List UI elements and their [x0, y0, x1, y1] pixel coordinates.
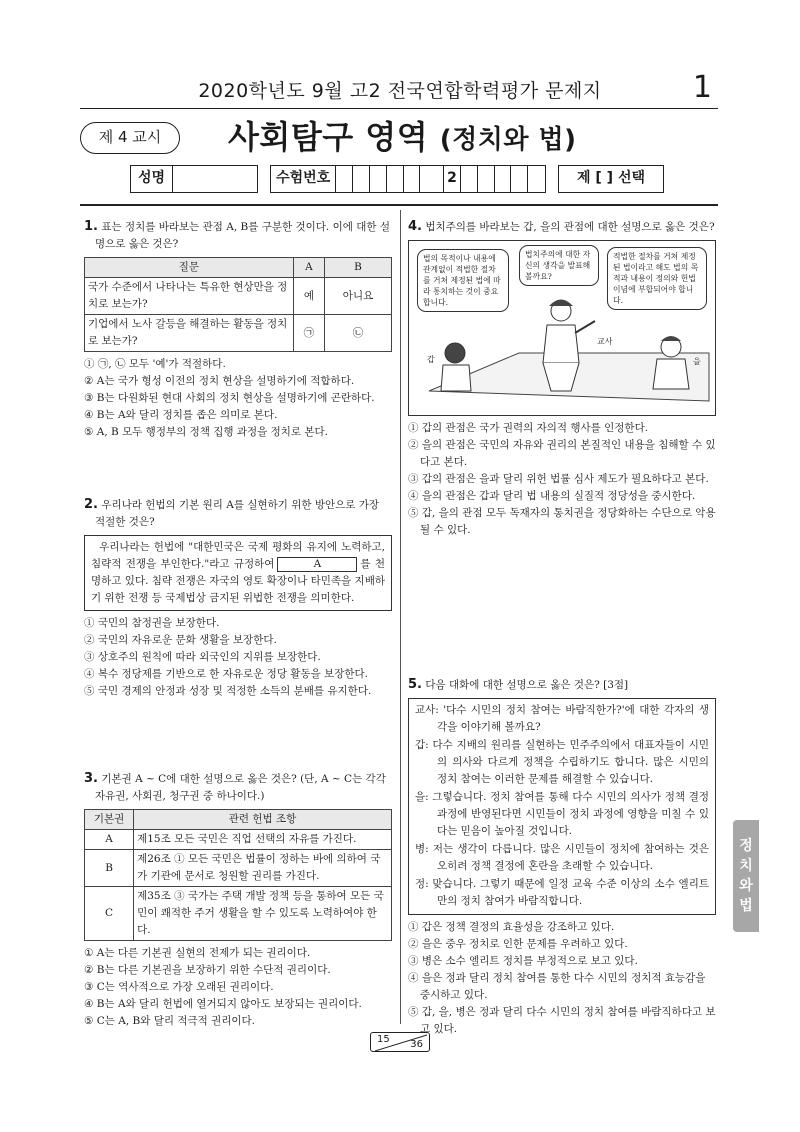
question-text: 기본권 A ~ C에 대한 설명으로 옳은 것은? (단, A ~ C는 각각 자유권, 사회권, 청구권 중 하나이다.) — [95, 773, 386, 802]
section-title-main: 사회탐구 영역 — [228, 118, 429, 156]
table-cell: A — [85, 830, 134, 850]
exam-number-digit-box: 2 — [444, 166, 461, 192]
answer-choice[interactable]: ① 국민의 참정권을 보장한다. — [84, 617, 220, 629]
passage-text: 우리나라는 헌법에 "대한민국은 국제 평화의 유지에 노력하고, 침략적 전쟁을 부인한다."라고 규정하여 — [91, 541, 385, 570]
answer-choices — [84, 615, 392, 700]
answer-choice[interactable]: ④ B는 A와 달리 정치를 좁은 의미로 본다. — [84, 409, 278, 421]
table-cell: 기업에서 노사 갈등을 해결하는 활동을 정치로 보는가? — [85, 315, 294, 352]
exam-number-digit-box[interactable] — [404, 166, 421, 192]
question-stem — [84, 770, 392, 805]
question-number: 2. — [84, 497, 98, 512]
answer-choice[interactable]: ⑤ 국민 경제의 안정과 성장 및 적정한 소득의 분배를 유지한다. — [84, 685, 372, 697]
question-number: 4. — [408, 219, 422, 234]
question-stem — [84, 218, 392, 253]
exam-number-digit-box[interactable] — [336, 166, 353, 192]
table-row — [85, 315, 392, 352]
table-cell: 아니요 — [325, 278, 392, 315]
answer-choice[interactable]: ⑤ A, B 모두 행정부의 정책 집행 과정을 정치로 본다. — [84, 426, 328, 438]
dialogue-text: 그렇습니다. 정치 참여를 통해 다수 시민의 의사가 정책 결정 과정에 반영된다면 시민들이 정치 과정에 영향을 미칠 수 있다는 믿음이 높아질 것입니다. — [432, 791, 709, 837]
subject-side-tab — [733, 820, 759, 932]
dialogue-speaker: 을: — [415, 791, 429, 803]
dialogue-speaker: 병: — [415, 843, 429, 855]
table-row — [85, 830, 392, 850]
question-stem — [408, 676, 716, 694]
question-number: 1. — [84, 219, 98, 234]
page-number: 1 — [692, 70, 712, 105]
q5-dialogue-box — [408, 698, 716, 915]
question-text: 표는 정치를 바라보는 관점 A, B를 구분한 것이다. 이에 대한 설명으로 옳은 것은? — [95, 221, 390, 250]
dialogue-line — [415, 876, 709, 910]
answer-choice[interactable]: ② A는 국가 형성 이전의 정치 현상을 설명하기에 적합하다. — [84, 375, 355, 387]
answer-choice[interactable]: ③ 상호주의 원칙에 따라 외국인의 지위를 보장한다. — [84, 651, 321, 663]
exam-title: 2020학년도 9월 고2 전국연합학력평가 문제지 — [198, 80, 602, 102]
side-tab-label: 정 치 와 법 — [739, 838, 753, 914]
speech-bubble-gap: 법의 목적이나 내용에 관계없이 적법한 절차를 거쳐 제정된 법에 따라 통치하는 것이 중요합니다. — [417, 249, 509, 312]
page-current: 15 — [377, 1034, 390, 1045]
name-field[interactable] — [130, 165, 258, 193]
answer-choice[interactable]: ② B는 다른 기본권을 보장하기 위한 수단적 권리이다. — [84, 964, 331, 976]
table-row — [85, 887, 392, 941]
table-header: 관련 헌법 조항 — [134, 810, 392, 830]
speech-bubble-teacher: 법치주의에 대한 자신의 생각을 발표해 볼까요? — [519, 245, 599, 286]
table-cell: ㉠ — [293, 315, 324, 352]
q3-table — [84, 809, 392, 941]
exam-number-field[interactable] — [270, 165, 546, 193]
answer-choice[interactable]: ① 갑은 정책 결정의 효율성을 강조하고 있다. — [408, 921, 615, 933]
name-input-box[interactable] — [173, 166, 257, 192]
answer-choice[interactable]: ③ B는 다원화된 현대 사회의 정치 현상을 설명하기에 곤란하다. — [84, 392, 375, 404]
question-4 — [408, 218, 716, 539]
answer-choice[interactable]: ① 갑의 관점은 국가 권력의 자의적 행사를 인정한다. — [408, 422, 649, 434]
period-badge: 제 4 교시 — [80, 122, 180, 154]
answer-choice[interactable]: ① ㉠, ㉡ 모두 '예'가 적절하다. — [84, 358, 226, 370]
section-title — [228, 112, 577, 158]
table-row — [85, 278, 392, 315]
answer-choice[interactable]: ⑤ 갑, 을의 관점 모두 독재자의 통치권을 정당화하는 수단으로 악용될 수 있다. — [408, 507, 716, 536]
section-subtitle: (정치와 법) — [439, 125, 577, 155]
title-rule — [80, 108, 718, 109]
answer-choice[interactable]: ③ C는 역사적으로 가장 오래된 권리이다. — [84, 981, 274, 993]
dialogue-text: '다수 시민의 정치 참여는 바람직한가?'에 대한 각자의 생각을 이야기해 볼까요? — [437, 704, 709, 733]
question-number: 3. — [84, 771, 98, 786]
name-label: 성명 — [131, 166, 173, 192]
table-cell: B — [85, 850, 134, 887]
answer-choice[interactable]: ④ 을은 정과 달리 정치 참여를 통한 다수 시민의 정치적 효능감을 중시하고 있다. — [408, 972, 706, 1001]
answer-choice[interactable]: ③ 병은 소수 엘리트 정치를 부정적으로 보고 있다. — [408, 955, 638, 967]
answer-choice[interactable]: ④ 복수 정당제를 기반으로 한 자유로운 정당 활동을 보장한다. — [84, 668, 368, 680]
q1-table — [84, 257, 392, 352]
table-cell: 제15조 모든 국민은 직업 선택의 자유를 가진다. — [134, 830, 392, 850]
blank-a: A — [277, 557, 357, 572]
table-header: 기본권 — [85, 810, 134, 830]
page-total: 36 — [410, 1039, 423, 1050]
table-header: 질문 — [85, 258, 294, 278]
exam-number-label: 수험번호 — [271, 166, 336, 192]
answer-choices — [84, 356, 392, 441]
question-3 — [84, 770, 392, 1030]
question-2 — [84, 496, 392, 700]
dialogue-line — [415, 737, 709, 788]
exam-number-digit-box[interactable] — [370, 166, 387, 192]
dialogue-text: 다수 지배의 원리를 실현하는 민주주의에서 대표자들이 시민의 의사와 다르게 정책을 수립하기도 합니다. 많은 시민의 정치 참여는 이러한 문제를 해결할 수 있습니다. — [432, 739, 709, 785]
exam-number-digit-box[interactable] — [461, 166, 478, 192]
dialogue-line — [415, 702, 709, 736]
question-text: 우리나라 헌법의 기본 원리 A를 실현하기 위한 방안으로 가장 적절한 것은? — [95, 499, 380, 528]
answer-choice[interactable]: ② 을의 관점은 국민의 자유와 권리의 본질적인 내용을 침해할 수 있다고 본다. — [408, 439, 716, 468]
question-stem — [408, 218, 716, 236]
table-row — [85, 850, 392, 887]
exam-number-digit-box[interactable] — [495, 166, 512, 192]
label-teacher: 교사 — [597, 337, 613, 346]
table-cell: 제35조 ③ 국가는 주택 개발 정책 등을 통하여 모든 국민이 쾌적한 주거 생활을 할 수 있도록 노력하여야 한다. — [134, 887, 392, 941]
answer-choices — [408, 420, 716, 539]
q2-passage-box — [84, 535, 392, 611]
dialogue-text: 맞습니다. 그렇기 때문에 일정 교육 수준 이상의 소수 엘리트만의 정치 참여가 바람직합니다. — [432, 878, 709, 907]
answer-choice[interactable]: ① A는 다른 기본권 실현의 전제가 되는 권리이다. — [84, 947, 311, 959]
exam-number-digit-box[interactable] — [478, 166, 495, 192]
answer-choices — [408, 919, 716, 1038]
passage-text: 를 천명하고 있다. 침략 전쟁은 자국의 영토 확장이나 타민족을 지배하기 위한 전쟁 등 국제법상 금지된 위법한 전쟁을 의미한다. — [91, 558, 386, 604]
dialogue-text: 저는 생각이 다릅니다. 많은 시민들이 정치에 참여하는 것은 오히려 정책 결정에 혼란을 초래할 수 있습니다. — [432, 843, 709, 872]
question-text: 법치주의를 바라보는 갑, 을의 관점에 대한 설명으로 옳은 것은? — [425, 221, 715, 233]
dialogue-line — [415, 841, 709, 875]
selection-label: 제 [ ] 선택 — [577, 170, 645, 186]
page-counter — [370, 1032, 430, 1052]
answer-choice[interactable]: ③ 갑의 관점은 을과 달리 위헌 법률 심사 제도가 필요하다고 본다. — [408, 473, 709, 485]
column-divider — [400, 210, 401, 1024]
classroom-drawing — [409, 241, 716, 416]
table-cell: 예 — [293, 278, 324, 315]
question-1 — [84, 218, 392, 441]
answer-choice[interactable]: ④ 을의 관점은 갑과 달리 법 내용의 실질적 정당성을 중시한다. — [408, 490, 696, 502]
table-cell: 제26조 ① 모든 국민은 법률이 정하는 바에 의하여 국가 기관에 문서로 청원할 권리를 가진다. — [134, 850, 392, 887]
exam-number-digit-box[interactable] — [353, 166, 370, 192]
label-eul: 을 — [693, 357, 701, 366]
dialogue-speaker: 갑: — [415, 739, 429, 751]
exam-number-digit-box[interactable] — [528, 166, 545, 192]
classroom-illustration — [408, 240, 716, 416]
table-cell: C — [85, 887, 134, 941]
answer-choices — [84, 945, 392, 1030]
question-number: 5. — [408, 677, 422, 692]
exam-number-digit-box[interactable] — [387, 166, 404, 192]
answer-choice[interactable]: ② 을은 중우 정치로 인한 문제를 우려하고 있다. — [408, 938, 628, 950]
dialogue-line — [415, 789, 709, 840]
answer-choice[interactable]: ⑤ 갑, 을, 병은 정과 달리 다수 시민의 정치 참여를 바람직하다고 보고 있다. — [408, 1006, 716, 1035]
selection-field[interactable] — [558, 165, 664, 193]
speech-bubble-eul: 적법한 절차를 거쳐 제정된 법이라고 해도 법의 목적과 내용이 정의와 헌법 이념에 부합되어야 합니다. — [607, 247, 707, 310]
label-gap: 갑 — [427, 355, 435, 364]
table-cell: 국가 수준에서 나타나는 특유한 현상만을 정치로 보는가? — [85, 278, 294, 315]
question-text: 다음 대화에 대한 설명으로 옳은 것은? [3점] — [425, 679, 629, 691]
answer-choice[interactable]: ④ B는 A와 달리 헌법에 열거되지 않아도 보장되는 권리이다. — [84, 998, 362, 1010]
table-header: B — [325, 258, 392, 278]
dialogue-speaker: 정: — [415, 878, 429, 890]
header-rule — [80, 204, 718, 206]
question-5 — [408, 676, 716, 1038]
question-stem — [84, 496, 392, 531]
table-header: A — [293, 258, 324, 278]
answer-choice[interactable]: ② 국민의 자유로운 문화 생활을 보장한다. — [84, 634, 277, 646]
table-cell: ㉡ — [325, 315, 392, 352]
answer-choice[interactable]: ⑤ C는 A, B와 달리 적극적 권리이다. — [84, 1015, 256, 1027]
dialogue-speaker: 교사: — [415, 704, 439, 716]
exam-number-digit-box[interactable] — [511, 166, 528, 192]
exam-number-dash — [420, 166, 444, 192]
